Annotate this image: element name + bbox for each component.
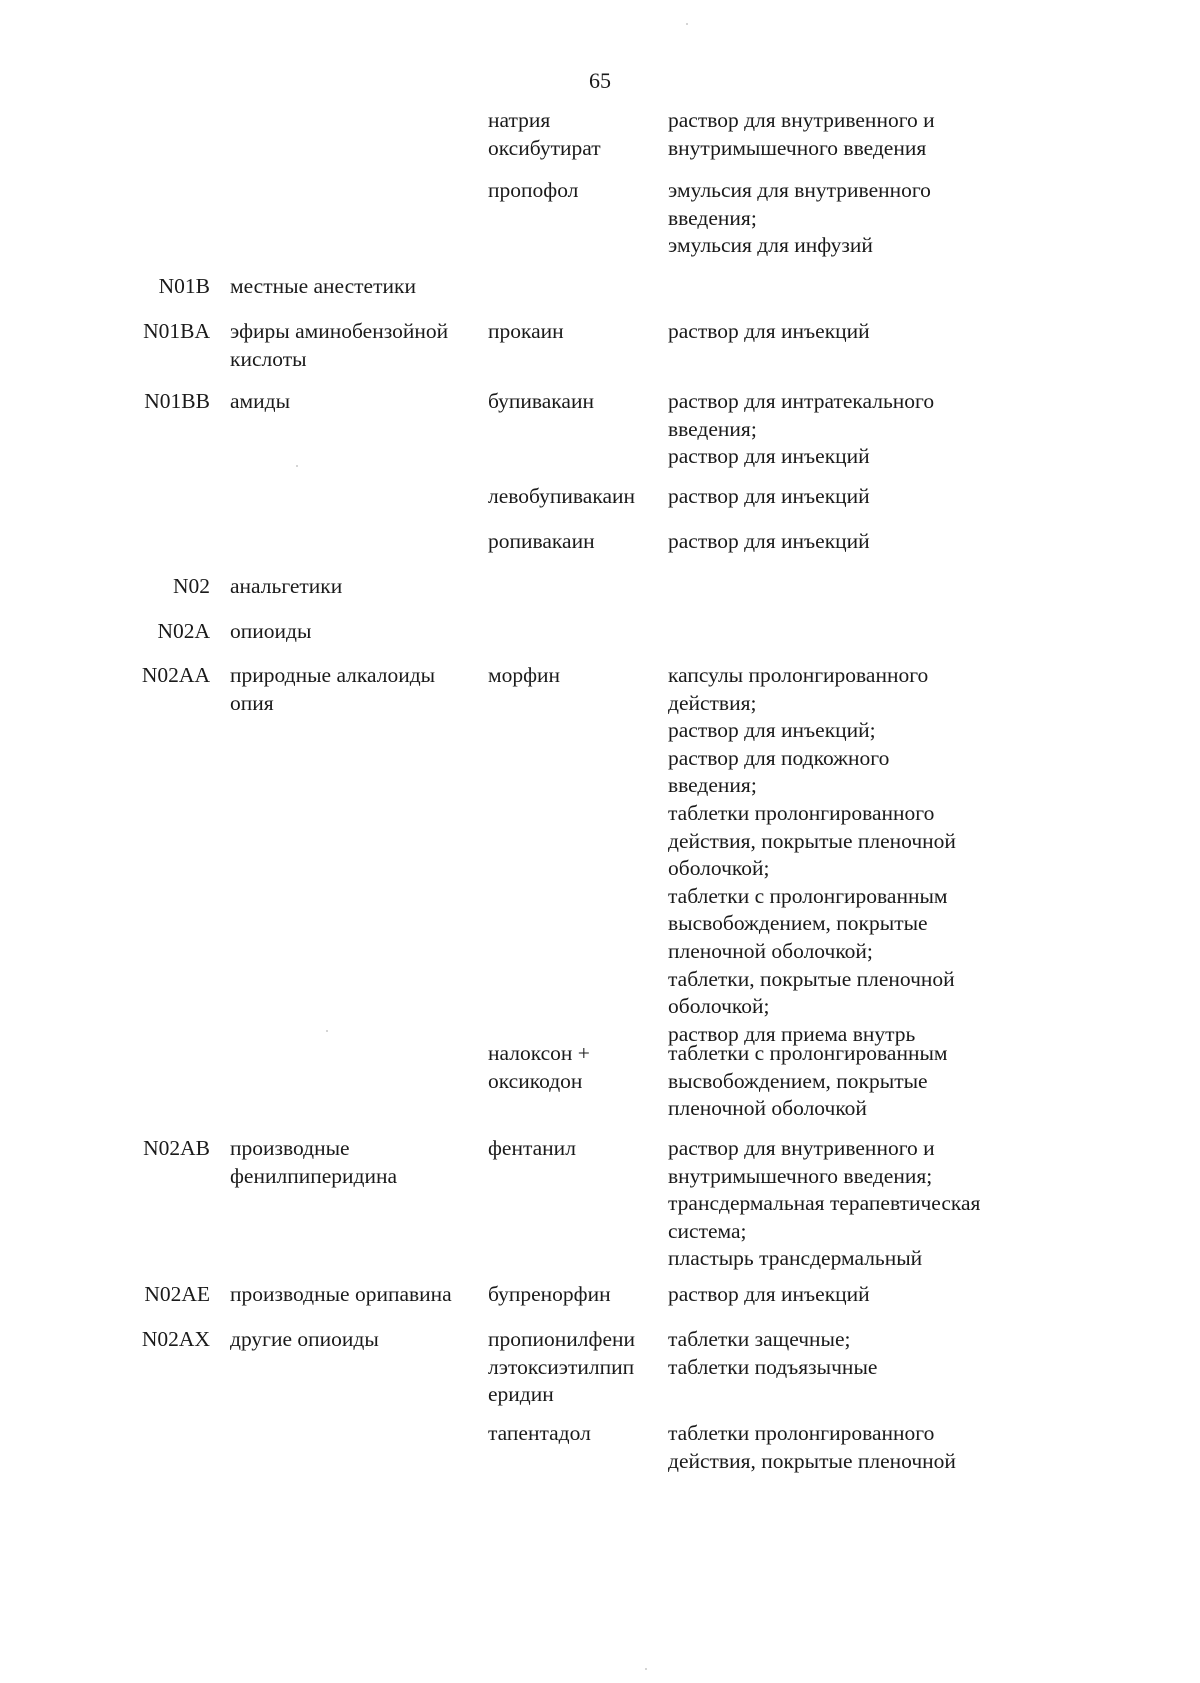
dosage-forms: раствор для внутривенного и внутримышечного введения [668,108,935,160]
atc-code: N02A [157,619,210,643]
dosage-forms: капсулы пролонгированного действия; раствор для инъекций; раствор для подкожного введения; таблетки пролонгированного действия, покрытые пленочной оболочкой; таблетки с пролонгированным высвобождением, покрытые пленочной оболочкой; таблетки, покрытые пленочной оболочкой; раствор для приема внутрь [668,663,956,1046]
atc-code: N02AE [144,1282,210,1306]
dosage-forms: эмульсия для внутривенного введения; эмульсия для инфузий [668,178,931,258]
anatomical-group: анальгетики [230,574,343,598]
drug-name: натрия оксибутират [488,108,601,160]
anatomical-group: производные фенилпиперидина [230,1136,398,1188]
page-number: 65 [589,68,611,93]
anatomical-group: природные алкалоиды опия [230,663,436,715]
dosage-forms: раствор для инъекций [668,1282,870,1306]
drug-name: тапентадол [488,1421,591,1445]
anatomical-group: производные орипавина [230,1282,452,1306]
atc-code: N02AA [141,663,210,687]
drug-name: бупренорфин [488,1282,611,1306]
anatomical-group: эфиры аминобензойной кислоты [230,319,449,371]
drug-name: бупивакаин [488,389,594,413]
dosage-forms: раствор для инъекций [668,529,870,553]
drug-name: морфин [488,663,561,687]
atc-code: N02AB [143,1136,210,1160]
dosage-forms: раствор для инъекций [668,484,870,508]
dosage-forms: таблетки с пролонгированным высвобождением, покрытые пленочной оболочкой [668,1041,948,1121]
anatomical-group: опиоиды [230,619,312,643]
drug-name: налоксон + оксикодон [488,1041,590,1093]
drug-name: левобупивакаин [488,484,635,508]
anatomical-group: другие опиоиды [230,1327,379,1351]
atc-code: N01BB [144,389,210,413]
atc-code: N01B [158,274,210,298]
scan-speck [686,23,688,25]
atc-code: N02AX [141,1327,210,1351]
drug-name: пропофол [488,178,579,202]
atc-code: N01BA [143,319,210,343]
drug-name: пропионилфени лэтоксиэтилпип еридин [488,1327,635,1407]
anatomical-group: амиды [230,389,291,413]
drug-name: фентанил [488,1136,576,1160]
dosage-forms: таблетки пролонгированного действия, покрытые пленочной [668,1421,956,1473]
drug-name: прокаин [488,319,564,343]
scan-speck [296,465,298,467]
dosage-forms: раствор для внутривенного и внутримышечного введения; трансдермальная терапевтическая система; пластырь трансдермальный [668,1136,981,1271]
dosage-forms: раствор для инъекций [668,319,870,343]
scan-speck [326,1030,328,1032]
atc-code: N02 [172,574,210,598]
drug-name: ропивакаин [488,529,595,553]
anatomical-group: местные анестетики [230,274,416,298]
scan-speck [645,1668,647,1670]
dosage-forms: таблетки защечные; таблетки подъязычные [668,1327,878,1379]
dosage-forms: раствор для интратекального введения; раствор для инъекций [668,389,935,469]
